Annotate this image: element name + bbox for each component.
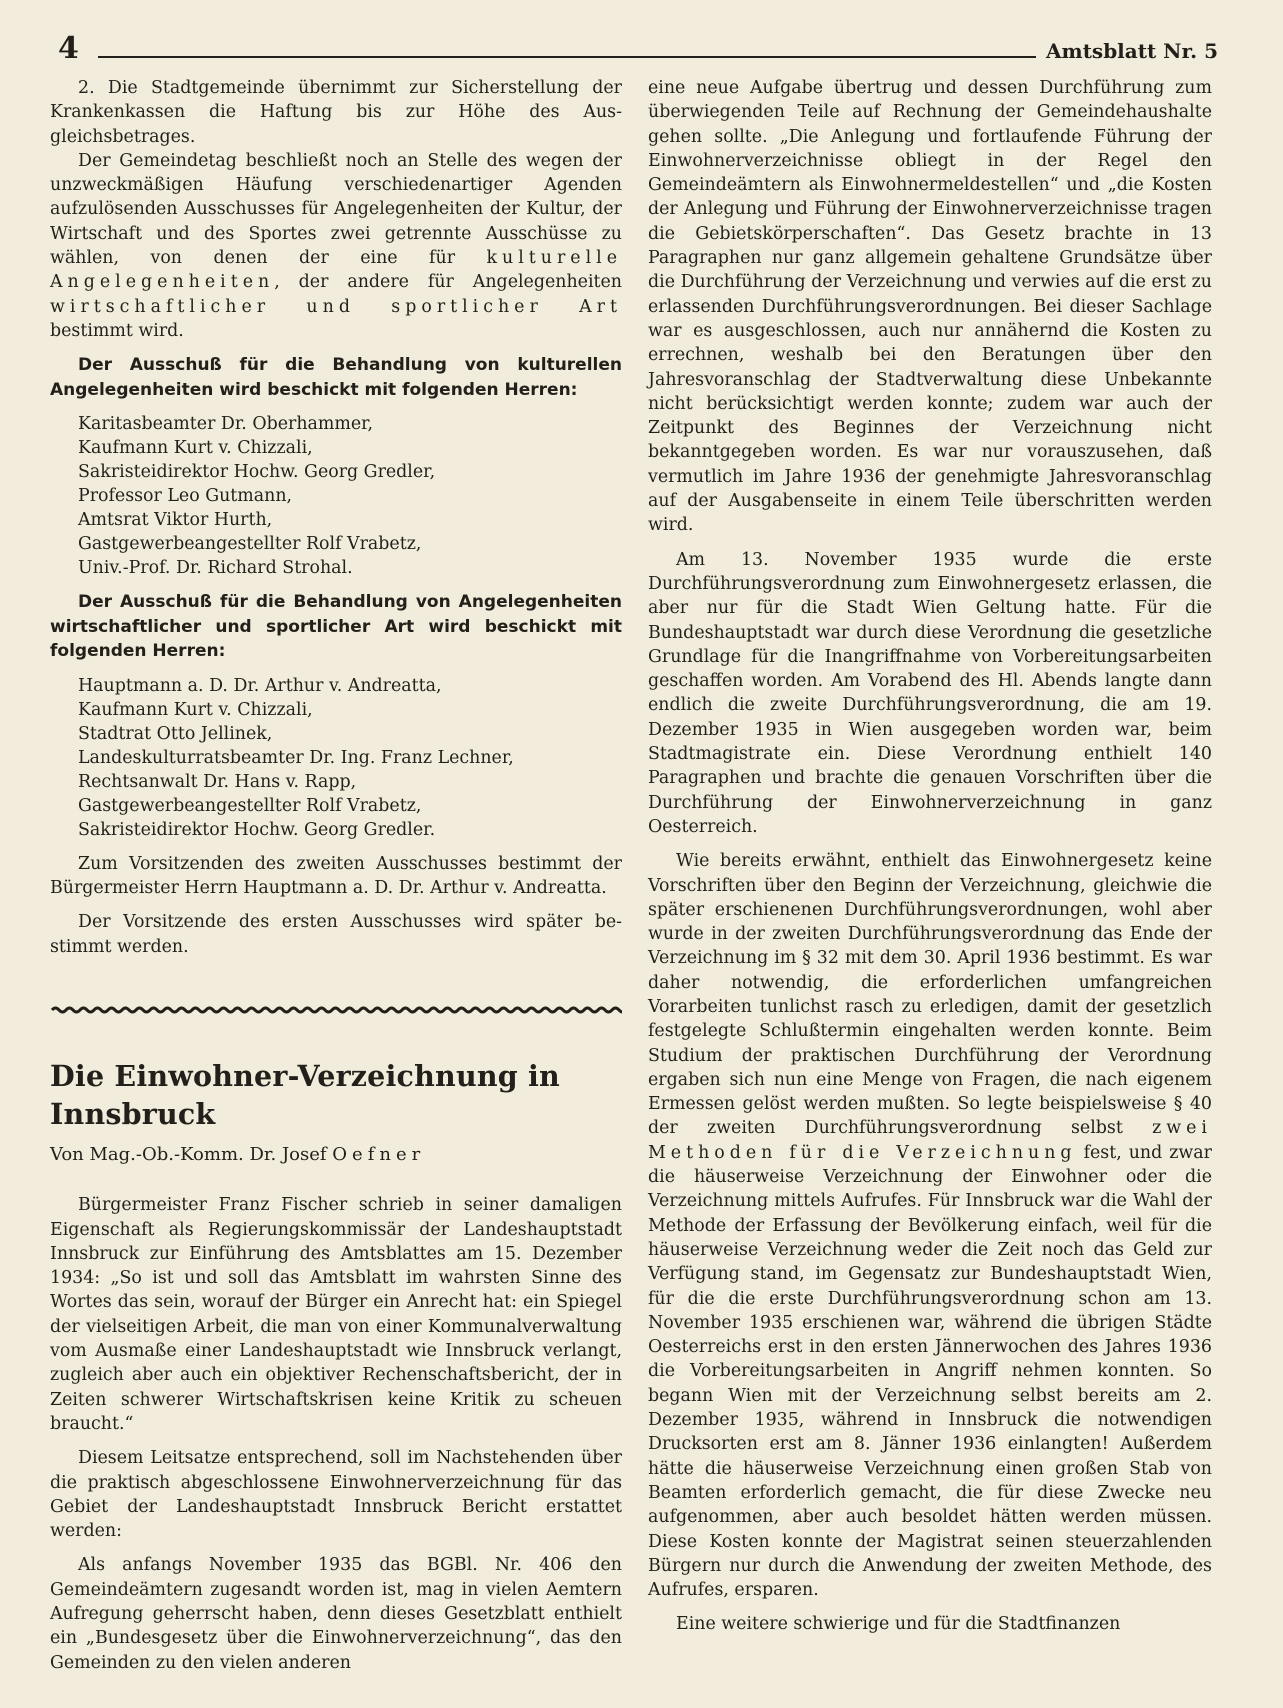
paragraph [648, 849, 1212, 1602]
article-title: Die Einwohner-Verzeichnung in Innsbruck [50, 1058, 560, 1131]
spaced-emphasis: zwei Methoden für die Verzeichnung [648, 1118, 1212, 1163]
text-run: bestimmt wird. [50, 320, 184, 341]
list-item: Karitasbeamter Dr. Oberhammer, [78, 414, 374, 435]
article-byline [50, 1143, 622, 1167]
paragraph: eine neue Aufgabe übertrug und dessen Durchführung zum überwiegenden Teile auf Rechnung der Gemeindehaushalte gehen sollte. „Die Anlegung und fortlaufende Führung der Einwohnerverzeichnisse obliegt in der Regel den Gemeindeämtern als Einwohnermeldestellen“ und „die Kosten der Anlegung und Führung der Einwohnerverzeichnisse tragen die Gebietskörperschaften“. Das Gesetz brachte in 13 Paragraphen nur ganz allgemein gehaltene Grundsätze über die Durchführung der Verzeichnung und verwies auf die erst zu erlassenden Durchführungsverordnungen. Bei dieser Sachlage war es ausgeschlossen, auch nur annähernd die Kosten zu errechnen, weshalb bei den Beratungen über den Jahresvoranschlag der Stadtverwaltung diese Unbekannte nicht berücksichtigt werden konnte; zudem war auch der Zeitpunkt des Beginnes der Verzeichnung nicht bekanntgegeben worden. Es war nur vorauszusehen, daß vermutlich im Jahre 1936 der genehmigte Jahresvoranschlag auf der Ausgabenseite in einem Teile überschritten werden wird. [648, 78, 1212, 536]
page-header [58, 32, 1218, 68]
list-item: Hauptmann a. D. Dr. Arthur v. Andreatta, [78, 675, 442, 696]
list-item: Univ.-Prof. Dr. Richard Strohal. [78, 558, 353, 579]
paragraph [50, 149, 622, 343]
text-run: , der andere für Angelegenheiten [274, 272, 622, 293]
publication-title: Amtsblatt Nr. 5 [1046, 39, 1218, 63]
paragraph: Diesem Leitsatze entsprechend, soll im Nachstehenden über die praktisch abgeschlossene Einwohnerverzeichnung für das Gebiet der Landeshauptstadt Innsbruck Bericht erstattet werden: [50, 1448, 622, 1542]
text-run: Wie bereits erwähnt, enthielt das Einwohnergesetz keine Vorschriften über den Beginn der Verzeichnung, gleichwie die später erschienenen Durchführungsverordnungen, wohl aber wurde in der zweiten Durchführungsverordnung das Ende der Verzeichnung im § 32 mit dem 30. April 1936 bestimmt. Es war daher notwendig, die erforderlichen umfangreichen Vorarbeiten tunlichst rasch zu erledigen, damit der gesetzlich festgelegte Schlußtermin eingehalten werden konnte. Beim Studium der praktischen Durchführung der Verordnung ergaben sich nun eine Menge von Fragen, die nach eigenem Ermessen gelöst werden mußten. So legte beispielsweise § 40 der zweiten Durchführungsverordnung selbst [648, 851, 1212, 1139]
right-column [648, 76, 1212, 1637]
list-item: Kaufmann Kurt v. Chizzali, [78, 699, 313, 720]
text-run: fest, und zwar die häuserweise Verzeichnung der Einwohner oder die Verzeichnung mittels Aufrufes. Für Innsbruck war die Wahl der Methode der Erfassung der Bevölkerung einfach, weil für die häuserweise Verzeichnung weder die Zeit noch das Geld zur Verfügung stand, im Gegensatz zur Bundeshauptstadt Wien, für die die erste Durchführungsverordnung schon am 13. November 1935 erschienen war, während die übrigen Städte Oesterreichs erst in den ersten Jännerwochen des Jahres 1936 die Vorbereitungsarbeiten in Angriff nehmen konnten. So begann Wien mit der Verzeichnung selbst bereits am 2. Dezember 1935, während in Innsbruck die notwendigen Drucksorten erst am 8. Jänner 1936 einlangten! Außerdem hätte die häuserweise Verzeichnung einen großen Stab von Beamten erforderlich gemacht, die für diese Zwecke neu aufgenommen, aber auch besoldet hätten werden müssen. Diese Kosten konnte der Magistrat seinen steuerzahlenden Bürgern nur durch die Anwendung der zweiten Methode, des Aufrufes, ersparen. [648, 1142, 1212, 1601]
page-number: 4 [58, 31, 79, 66]
paragraph: 2. Die Stadtgemeinde übernimmt zur Sicherstellung der Krankenkassen die Haftung bis zur Höhe des Aus-gleichsbetrages. [50, 78, 622, 147]
text-run: Der Gemeindetag beschließt noch an Stelle des wegen der unzweckmäßigen Häufung verschiedenartiger Agenden aufzulösenden Ausschusses für Angelegenheiten der Kultur, der Wirtschaft und des Sportes zwei getrennte Ausschüsse zu wählen, von denen der eine für [50, 150, 622, 269]
paragraph: Bürgermeister Franz Fischer schrieb in seiner damaligen Eigenschaft als Regierungskommissär der Landeshauptstadt Innsbruck zur Einführung des Amtsblattes am 15. Dezember 1934: „So ist und soll das Amtsblatt im wahrsten Sinne des Wortes das sein, worauf der Bürger ein Anrecht hat: ein Spiegel der vielseitigen Arbeit, die man von einer Kommunalverwaltung vom Ausmaße einer Landeshauptstadt wie Innsbruck verlangt, zugleich aber auch ein objektiver Rechenschaftsbericht, der in Zeiten schwerer Wirtschaftskrisen keine Kritik zu scheuen braucht.“ [50, 1195, 622, 1434]
spaced-emphasis: kulturelle Angelegenheiten [50, 248, 622, 293]
paragraph: Als anfangs November 1935 das BGBl. Nr. 406 den Gemeindeämtern zugesandt worden ist, mag in vielen Aemtern Aufregung geherrscht haben, denn dieses Gesetzblatt enthielt ein „Bundesgesetz über die Einwohnerverzeichnung“, das den Gemeinden zu den vielen anderen [50, 1555, 622, 1673]
list-item: Professor Leo Gutmann, [78, 486, 293, 507]
list-item: Gastgewerbeangestellter Rolf Vrabetz, [78, 795, 422, 816]
list-item: Kaufmann Kurt v. Chizzali, [78, 438, 313, 459]
committee-member-list [50, 674, 622, 842]
list-item: Stadtrat Otto Jellinek, [78, 723, 273, 744]
list-item: Landeskulturratsbeamter Dr. Ing. Franz Lechner, [78, 747, 514, 768]
list-item: Gastgewerbeangestellter Rolf Vrabetz, [78, 534, 422, 555]
paragraph: Der Vorsitzende des ersten Ausschusses wird später be-stimmt werden. [50, 912, 622, 957]
left-column [50, 76, 622, 1675]
author-name: Oefner [332, 1143, 426, 1165]
paragraph: Zum Vorsitzenden des zweiten Ausschusses bestimmt der Bürgermeister Herrn Hauptmann a. D. Dr. Arthur v. Andreatta. [50, 853, 622, 899]
wavy-divider-icon [50, 1003, 622, 1017]
list-item: Sakristeidirektor Hochw. Georg Gredler, [78, 462, 436, 483]
list-item: Amtsrat Viktor Hurth, [78, 510, 273, 531]
list-item: Rechtsanwalt Dr. Hans v. Rapp, [78, 771, 357, 792]
committee-member-list [50, 412, 622, 580]
paragraph: Eine weitere schwierige und für die Stadtfinanzen [676, 1614, 1121, 1635]
list-item: Sakristeidirektor Hochw. Georg Gredler. [78, 819, 436, 840]
committee-heading: Der Ausschuß für die Behandlung von Angelegenheiten wirtschaftlicher und sportlicher Art wird beschickt mit folgenden Herren: [50, 592, 622, 662]
paragraph: Am 13. November 1935 wurde die erste Durchführungsverordnung zum Einwohnergesetz erlassen, die aber nur für die Stadt Wien Geltung hatte. Für die Bundeshauptstadt war durch diese Verordnung die gesetzliche Grundlage für die Inangriffnahme von Vorbereitungsarbeiten geschaffen worden. Am Vorabend des Hl. Abends langte dann endlich die zweite Durchführungsverordnung, die am 19. Dezember 1935 in Wien ausgegeben worden war, beim Stadtmagistrate ein. Diese Verordnung enthielt 140 Paragraphen und brachte die genauen Vorschriften über die Durchführung der Einwohnerverzeichnung in ganz Oesterreich. [648, 549, 1212, 837]
header-rule [98, 56, 1036, 58]
spaced-emphasis: wirtschaftlicher und sportlicher Art [50, 296, 622, 317]
section-divider [50, 1003, 622, 1017]
byline-prefix: Von Mag.-Ob.-Komm. Dr. Josef [50, 1143, 327, 1165]
committee-heading: Der Ausschuß für die Behandlung von kulturellen Angelegenheiten wird beschickt mit folgenden Herren: [50, 355, 622, 400]
